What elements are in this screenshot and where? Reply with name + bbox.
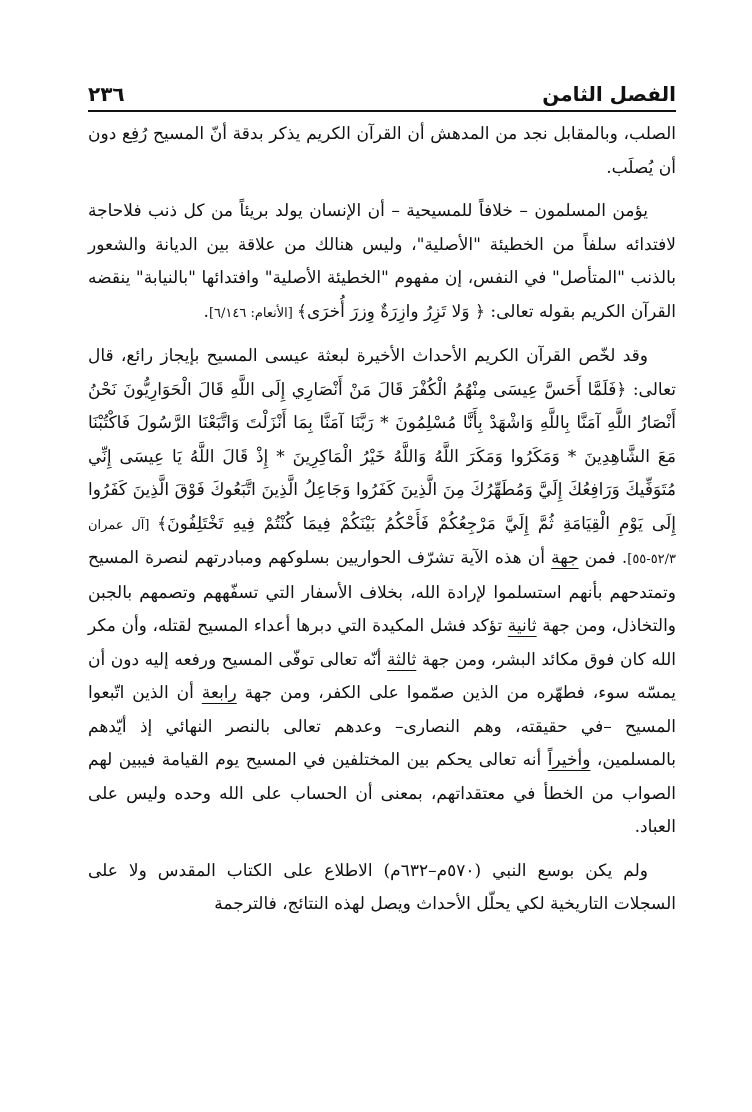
paragraph-4: ولم يكن بوسع النبي (٥٧٠م–٦٣٢م) الاطلاع على الكتاب المقدس ولا على السجلات التاريخية لكي يحلّل الأحداث ويصل لهذه النتائج، فالترجمة [88, 860, 676, 914]
paragraph-3-after-ref: . فمن [578, 548, 628, 568]
underlined-word-akhiran: وأخيراً [547, 750, 591, 770]
paragraph-3-segment-2: تؤكد فشل المكيدة التي دبرها أعداء المسيح لقتله، وأن مكر الله كان فوق مكائد البشر، ومن جهة [88, 616, 676, 670]
paragraph-3-segment-3: أنّه تعالى توفّى المسيح ورفعه إليه دون أن يمسّه سوء، فطهّره من الذين صمّموا على الكفر، ومن جهة [88, 649, 676, 703]
body-text [88, 118, 676, 922]
underlined-word-jiha: جهة [551, 548, 579, 568]
underlined-word-thaniya: ثانية [507, 616, 537, 636]
paragraph-3-segment-4: أن الذين اتّبعوا المسيح –في حقيقته، وهم النصارى– وعدهم تعالى بالنصر النهائي إذ أيّدهم بالمسلمين، [88, 683, 676, 770]
verse-reference-anam: [الأنعام: ٦/١٤٦] [208, 305, 297, 321]
quran-verse-anam: ﴿ وَلا تَزِرُ وازِرَةٌ وِزرَ أُخرَى﴾ [296, 301, 485, 322]
paragraph-2-end: . [203, 301, 209, 322]
page-header [88, 70, 676, 112]
paragraph-3-intro: وقد لخّص القرآن الكريم الأحداث الأخيرة لبعثة عيسى المسيح بإيجاز رائع، قال تعالى: [88, 346, 677, 400]
paragraph-3-segment-1: أن هذه الآية تشرّف الحواريين بسلوكهم ومبادرتهم لنصرة المسيح وتمتدحهم بأنهم استسلموا لإرادة الله، بخلاف الأسفار التي تسفّههم وتصمهم بالجبن والتخاذل، ومن جهة [88, 548, 677, 636]
page-number: ٢٣٦ [88, 82, 125, 106]
book-page [88, 70, 676, 922]
chapter-title: الفصل الثامن [542, 82, 676, 106]
paragraph-2 [88, 195, 676, 330]
paragraph-3-segment-5: أنه تعالى يحكم بين المختلفين في المسيح يوم القيامة فيبين لهم الصواب من الخطأ في معتقداتهم، بمعنى أن الحساب على الله وحده وليس على العباد. [88, 750, 676, 837]
quran-verse-al-imran: ﴿فَلَمَّا أَحَسَّ عِيسَى مِنْهُمُ الْكُفْرَ قَالَ مَنْ أَنْصَارِي إِلَى اللَّهِ قَالَ الْحَوَارِيُّونَ نَحْنُ أَنْصَارُ اللَّهِ آمَنَّا بِاللَّهِ وَاشْهَدْ بِأَنَّا مُسْلِمُونَ * رَبَّنَا آمَنَّا بِمَا أَنْزَلْتَ وَاتَّبَعْنَا الرَّسُولَ فَاكْتُبْنَا مَعَ الشَّاهِدِينَ * وَمَكَرُوا وَمَكَرَ اللَّهُ وَاللَّهُ خَيْرُ الْمَاكِرِينَ * إِذْ قَالَ اللَّهُ يَا عِيسَى إِنِّي مُتَوَفِّيكَ وَرَافِعُكَ إِلَيَّ وَمُطَهِّرُكَ مِنَ الَّذِينَ كَفَرُوا وَجَاعِلُ الَّذِينَ اتَّبَعُوكَ فَوْقَ الَّذِينَ كَفَرُوا إِلَى يَوْمِ الْقِيَامَةِ ثُمَّ إِلَيَّ مَرْجِعُكُمْ فَأَحْكُمُ بَيْنَكُمْ فِيمَا كُنْتُمْ فِيهِ تَخْتَلِفُونَ﴾ [88, 379, 677, 534]
verse-reference-al-imran: [آل عمران ٥٢/٣-٥٥] [88, 517, 677, 567]
paragraph-2-text: يؤمن المسلمون – خلافاً للمسيحية – أن الإنسان يولد بريئاً من كل ذنب فلاحاجة لافتدائه سلفاً من الخطيئة "الأصلية"، وليس هنالك من علاقة بين الديانة والشعور بالذنب "المتأصل" في النفس، إن مفهوم "الخطيئة الأصلية" وافتدائها "بالنيابة" ينقضه القرآن الكريم بقوله تعالى: [88, 201, 676, 322]
paragraph-3 [88, 340, 676, 845]
underlined-word-thalitha: ثالثة [386, 649, 417, 670]
paragraph-1: الصلب، وبالمقابل نجد من المدهش أن القرآن الكريم يذكر بدقة أنّ المسيح رُفِع دون أن يُصلَب. [88, 124, 676, 178]
underlined-word-rabia: رابعة [201, 683, 237, 703]
